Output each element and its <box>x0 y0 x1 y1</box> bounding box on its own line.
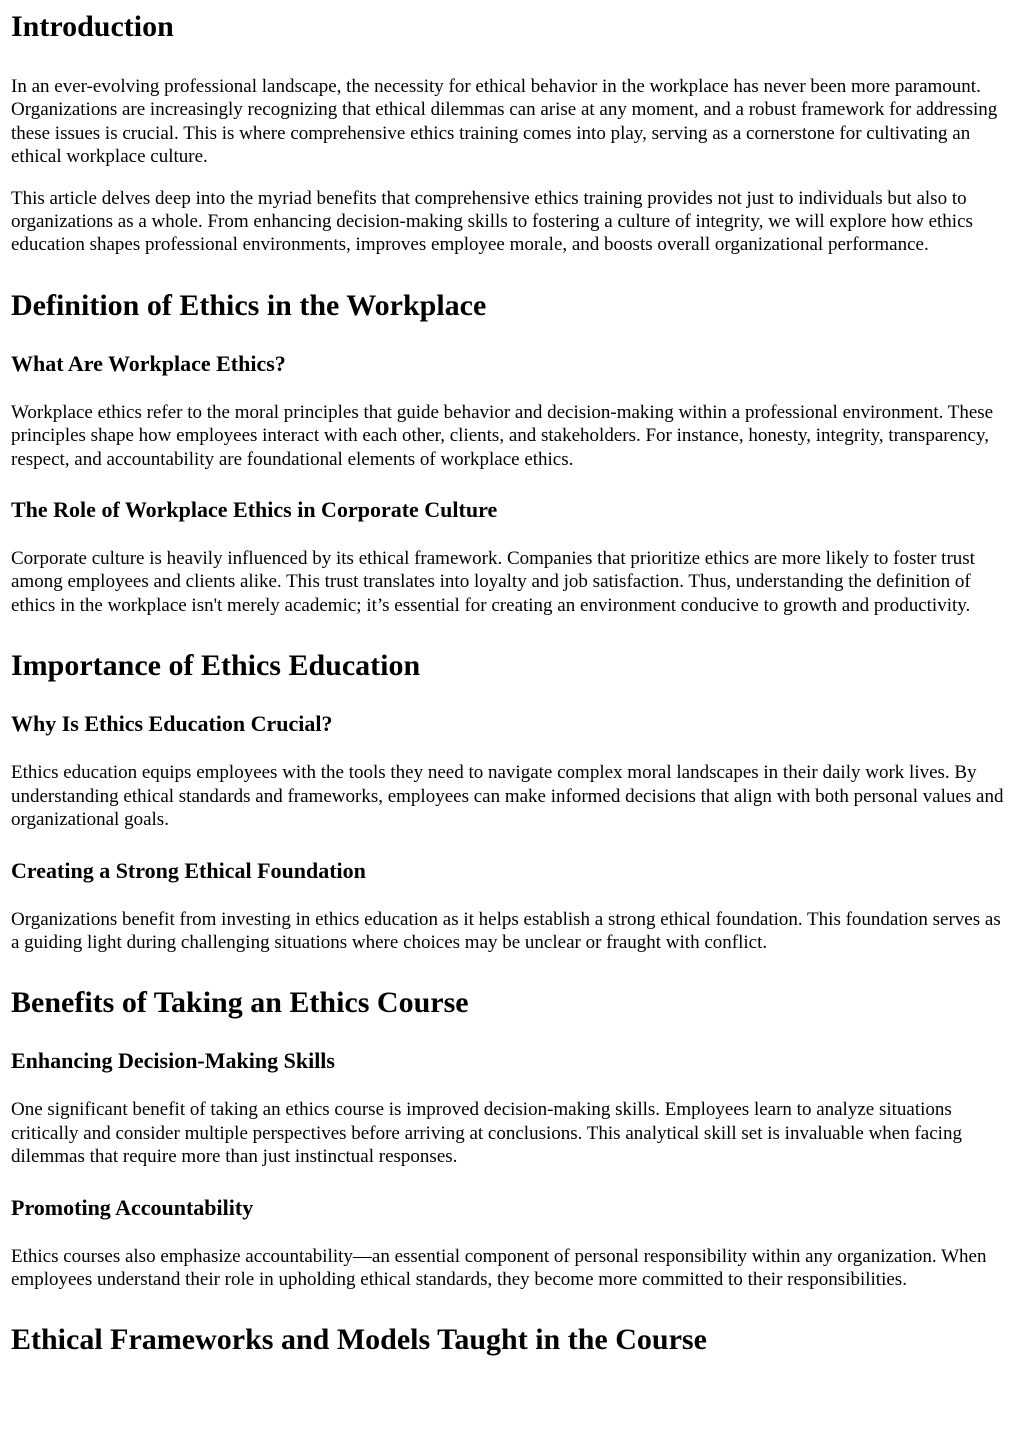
subheading-decision-making-skills: Enhancing Decision-Making Skills <box>11 1048 335 1074</box>
section-title-frameworks: Ethical Frameworks and Models Taught in the Course <box>11 1323 707 1357</box>
section-frameworks <box>11 1322 1013 1358</box>
intro-paragraph-2: This article delves deep into the myriad benefits that comprehensive ethics training provides not just to individuals but also to organizations as a whole. From enhancing decision-making skills to fostering a culture of integrity, we will explore how ethics education shapes professional environments, improves employee morale, and boosts overall organizational performance. <box>11 187 973 256</box>
section-title-benefits: Benefits of Taking an Ethics Course <box>11 986 469 1020</box>
subheading-promoting-accountability: Promoting Accountability <box>11 1194 254 1220</box>
paragraph-why-ethics-education-crucial: Ethics education equips employees with the tools they need to navigate complex moral landscapes in their daily work lives. By understanding ethical standards and frameworks, employees can make informed decisions that align with both personal values and organizational goals. <box>11 762 1004 831</box>
section-introduction <box>11 9 1013 257</box>
section-importance <box>11 648 1013 954</box>
section-title-introduction: Introduction <box>11 10 174 43</box>
intro-paragraph-1: In an ever-evolving professional landscape, the necessity for ethical behavior in the workplace has never been more paramount. Organizations are increasingly recognizing that ethical dilemmas can arise at any moment, and a robust framework for addressing these issues is crucial. This is where comprehensive ethics training comes into play, serving as a cornerstone for cultivating an ethical workplace culture. <box>11 76 998 168</box>
paragraph-what-are-workplace-ethics: Workplace ethics refer to the moral principles that guide behavior and decision-making within a professional environment. These principles shape how employees interact with each other, clients, and stakeholders. For instance, honesty, integrity, transparency, respect, and accountability are foundational elements of workplace ethics. <box>11 401 994 470</box>
article <box>0 9 1024 1358</box>
subheading-what-are-workplace-ethics: What Are Workplace Ethics? <box>11 350 286 376</box>
section-title-importance: Importance of Ethics Education <box>11 649 421 683</box>
paragraph-promoting-accountability: Ethics courses also emphasize accountability—an essential component of personal responsibility within any organization. When employees understand their role in upholding ethical standards, they become more committed to their responsibilities. <box>11 1245 987 1290</box>
subheading-strong-ethical-foundation: Creating a Strong Ethical Foundation <box>11 857 366 883</box>
paragraph-strong-ethical-foundation: Organizations benefit from investing in ethics education as it helps establish a strong ethical foundation. This foundation serves as a guiding light during challenging situations where choices may be unclear or fraught with conflict. <box>11 908 1001 953</box>
paragraph-role-in-corporate-culture: Corporate culture is heavily influenced by its ethical framework. Companies that prioritize ethics are more likely to foster trust among employees and clients alike. This trust translates into loyalty and job satisfaction. Thus, understanding the definition of ethics in the workplace isn't merely academic; it’s essential for creating an environment conducive to growth and productivity. <box>11 548 975 616</box>
subheading-role-in-corporate-culture: The Role of Workplace Ethics in Corporate Culture <box>11 497 498 523</box>
section-benefits <box>11 985 1013 1291</box>
section-title-definition: Definition of Ethics in the Workplace <box>11 288 487 322</box>
paragraph-decision-making-skills: One significant benefit of taking an ethics course is improved decision-making skills. Employees learn to analyze situations critically and consider multiple perspectives before arriving at conclusions. This analytical skill set is invaluable when facing dilemmas that require more than just instinctual responses. <box>11 1099 962 1168</box>
subheading-why-ethics-education-crucial: Why Is Ethics Education Crucial? <box>11 711 333 737</box>
section-definition <box>11 288 1013 617</box>
